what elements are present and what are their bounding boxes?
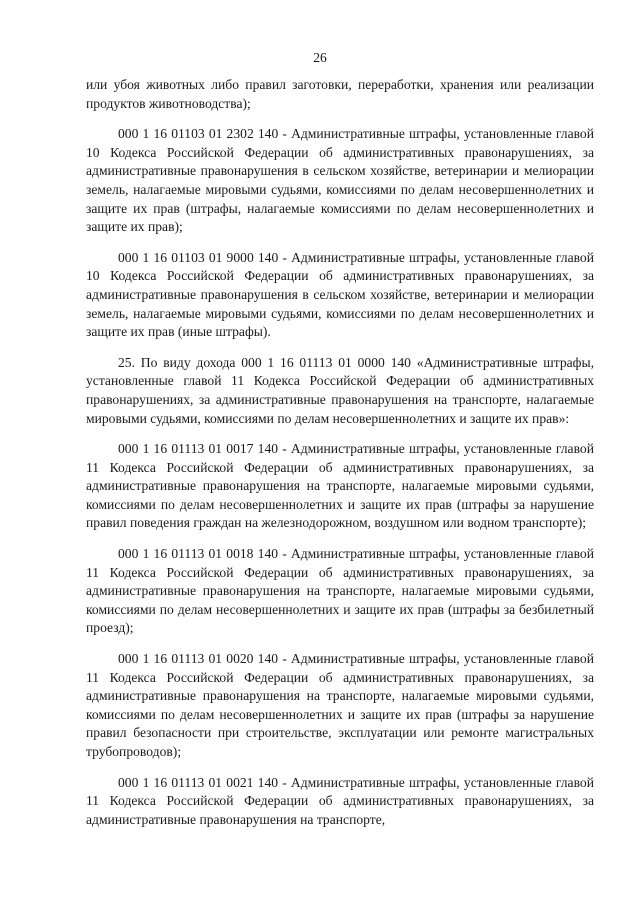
- paragraph: 000 1 16 01103 01 9000 140 - Административные штрафы, установленные главой 10 Кодекса Российской Федерации об административных правонарушениях, за административные правонарушения в сельском хозяйстве, ветеринарии и мелиорации земель, налагаемые мировыми судьями, комиссиями по делам несовершеннолетних и защите их прав (иные штрафы).: [86, 249, 594, 340]
- paragraph: 000 1 16 01113 01 0021 140 - Административные штрафы, установленные главой 11 Кодекса Российской Федерации об административных правонарушениях, за административные правонарушения на транспорте,: [86, 774, 594, 827]
- document-body: [86, 76, 594, 841]
- paragraph: 000 1 16 01113 01 0017 140 - Административные штрафы, установленные главой 11 Кодекса Российской Федерации об административных правонарушениях, за административные правонарушения на транспорте, налагаемые мировыми судьями, комиссиями по делам несовершеннолетних и защите их прав (штрафы за нарушение правил поведения граждан на железнодорожном, воздушном или водном транспорте);: [86, 441, 594, 531]
- paragraph: или убоя животных либо правил заготовки, переработки, хранения или реализации продуктов животноводства);: [86, 77, 594, 111]
- paragraph: 25. По виду дохода 000 1 16 01113 01 0000 140 «Административные штрафы, установленные главой 11 Кодекса Российской Федерации об административных правонарушениях, за административные правонарушения на транспорте, налагаемые мировыми судьями, комиссиями по делам несовершеннолетних и защите их прав»:: [86, 354, 594, 426]
- paragraph: 000 1 16 01113 01 0020 140 - Административные штрафы, установленные главой 11 Кодекса Российской Федерации об административных правонарушениях, за административные правонарушения на транспорте, налагаемые мировыми судьями, комиссиями по делам несовершеннолетних и защите их прав (штрафы за нарушение правил безопасности при строительстве, эксплуатации или ремонте магистральных трубопроводов);: [86, 651, 594, 759]
- paragraph: 000 1 16 01103 01 2302 140 - Административные штрафы, установленные главой 10 Кодекса Российской Федерации об административных правонарушениях, за административные правонарушения в сельском хозяйстве, ветеринарии и мелиорации земель, налагаемые мировыми судьями, комиссиями по делам несовершеннолетних и защите их прав (штрафы, налагаемые комиссиями по делам несовершеннолетних и защите их прав);: [86, 126, 594, 235]
- page-number: 26: [313, 50, 327, 65]
- paragraph: 000 1 16 01113 01 0018 140 - Административные штрафы, установленные главой 11 Кодекса Российской Федерации об административных правонарушениях, за административные правонарушения на транспорте, налагаемые мировыми судьями, комиссиями по делам несовершеннолетних и защите их прав (штрафы за безбилетный проезд);: [86, 546, 594, 636]
